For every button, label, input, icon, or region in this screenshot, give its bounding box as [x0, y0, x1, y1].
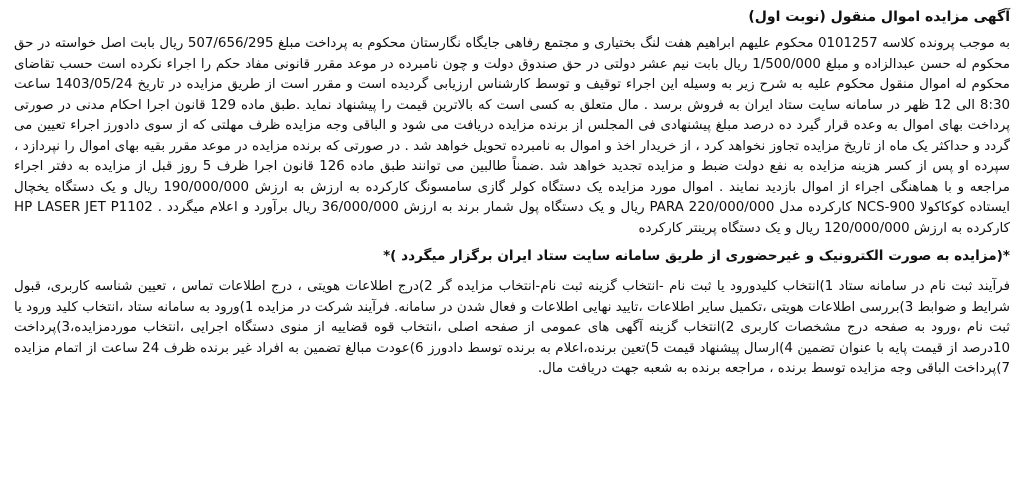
- electronic-auction-note: *(مزایده به صورت الکترونیک و غیرحضوری از طریق سامانه سایت ستاد ایران برگزار میگردد )*: [383, 248, 1010, 264]
- notice-body: به موجب پرونده کلاسه 0101257 محکوم علیهم ابراهیم هفت لنگ بختیاری و مجتمع رفاهی جایگاه نگارستان محکوم به پرداخت مبلغ 507/656/295 ریال بابت اصل خواسته در حق محکوم له حسن عبدالزاده و مبلغ 1/500/000 ریال بابت نیم عشر دولتی در حق صندوق دولت و چون نامبرده در موعد مقرر قانونی مفاد حکم را اجراء نکرده است حسب تقاضای محکوم له اموال منقول محکوم علیه به شرح زیر به وسیله این اجراء توقیف و توسط کارشناس ارزیابی گردیده است و مقرر است از طریق مزایده در تاریخ 1403/05/24 ساعت 8:30 الی 12 ظهر در سامانه سایت ستاد ایران به فروش برسد . مال متعلق به کسی است که بالاترین قیمت را پیشنهاد نماید .طبق ماده 129 قانون اجرا احکام مدنی در صورتی پرداخت بهای اموال به وعده قرار گیرد ده درصد مبلغ پیشنهادی فی المجلس از برنده مزایده دریافت می شود و الباقی وجه مزایده ظرف مهلتی که از سوی دادورز اجراء تعیین می گردد و حداکثر یک ماه از تاریخ مزایده تجاوز نخواهد کرد ، از خریدار اخذ و اموال به نامبرده تحویل خواهد شد . در صورتی که برنده مزایده در موعد مقرر بقیه بهای اموال را نپردازد ، سپرده او پس از کسر هزینه مزایده به نفع دولت ضبط و مزایده تجدید خواهد شد .ضمناً طالبین می توانند طبق ماده 126 قانون اجرا ظرف 5 روز قبل از مزایده به دفتر اجراء مراجعه و با هماهنگی اجراء از اموال بازدید نمایند . اموال مورد مزایده یک دستگاه کولر گازی سامسونگ کارکرده به ارزش به ارزش 190/000/000 ریال و یک دستگاه یخچال ایستاده کوکاکولا NCS-900 کارکرده مدل PARA 220/000/000 ریال و یک دستگاه پول شمار برند به ارزش 36/000/000 ریال برآورد و اعلام میگردد . HP LASER JET P1102 کارکرده به ارزش 120/000/000 ریال و یک دستگاه پرینتر کارکرده: [14, 36, 1010, 236]
- registration-steps: فرآیند ثبت نام در سامانه ستاد 1)انتخاب کلیدورود یا ثبت نام -انتخاب گزینه ثبت نام-انتخاب مزایده گر 2)درج اطلاعات هویتی ، درج اطلاعات تماس ، تعیین شناسه کاربری، قبول شرایط و ضوابط 3)بررسی اطلاعات هویتی ،تکمیل سایر اطلاعات ،تایید نهایی اطلاعات و فعال شدن در سامانه. فرآیند شرکت در مزایده 1)ورود به سامانه ستاد ،انتخاب کلید ورود یا ثبت نام ،ورود به صفحه درج مشخصات کاربری 2)انتخاب گزینه آگهی های عمومی از صفحه اصلی ،انتخاب قوه قضاییه از منوی دستگاه اجرایی ،انتخاب موردمزایده،3)پرداخت 10درصد از قیمت پایه با عنوان تضمین 4)ارسال پیشنهاد قیمت 5)تعین برنده،اعلام به برنده توسط دادورز 6)عودت مبالغ تضمین به افراد غیر برنده ظرف 24 ساعت از اتمام مزایده 7)پرداخت الباقی وجه مزایده توسط برنده ، مراجعه برنده به شعبه جهت دریافت مال.: [14, 279, 1010, 376]
- notice-title: آگهی مزایده اموال منقول (نوبت اول): [748, 9, 1010, 25]
